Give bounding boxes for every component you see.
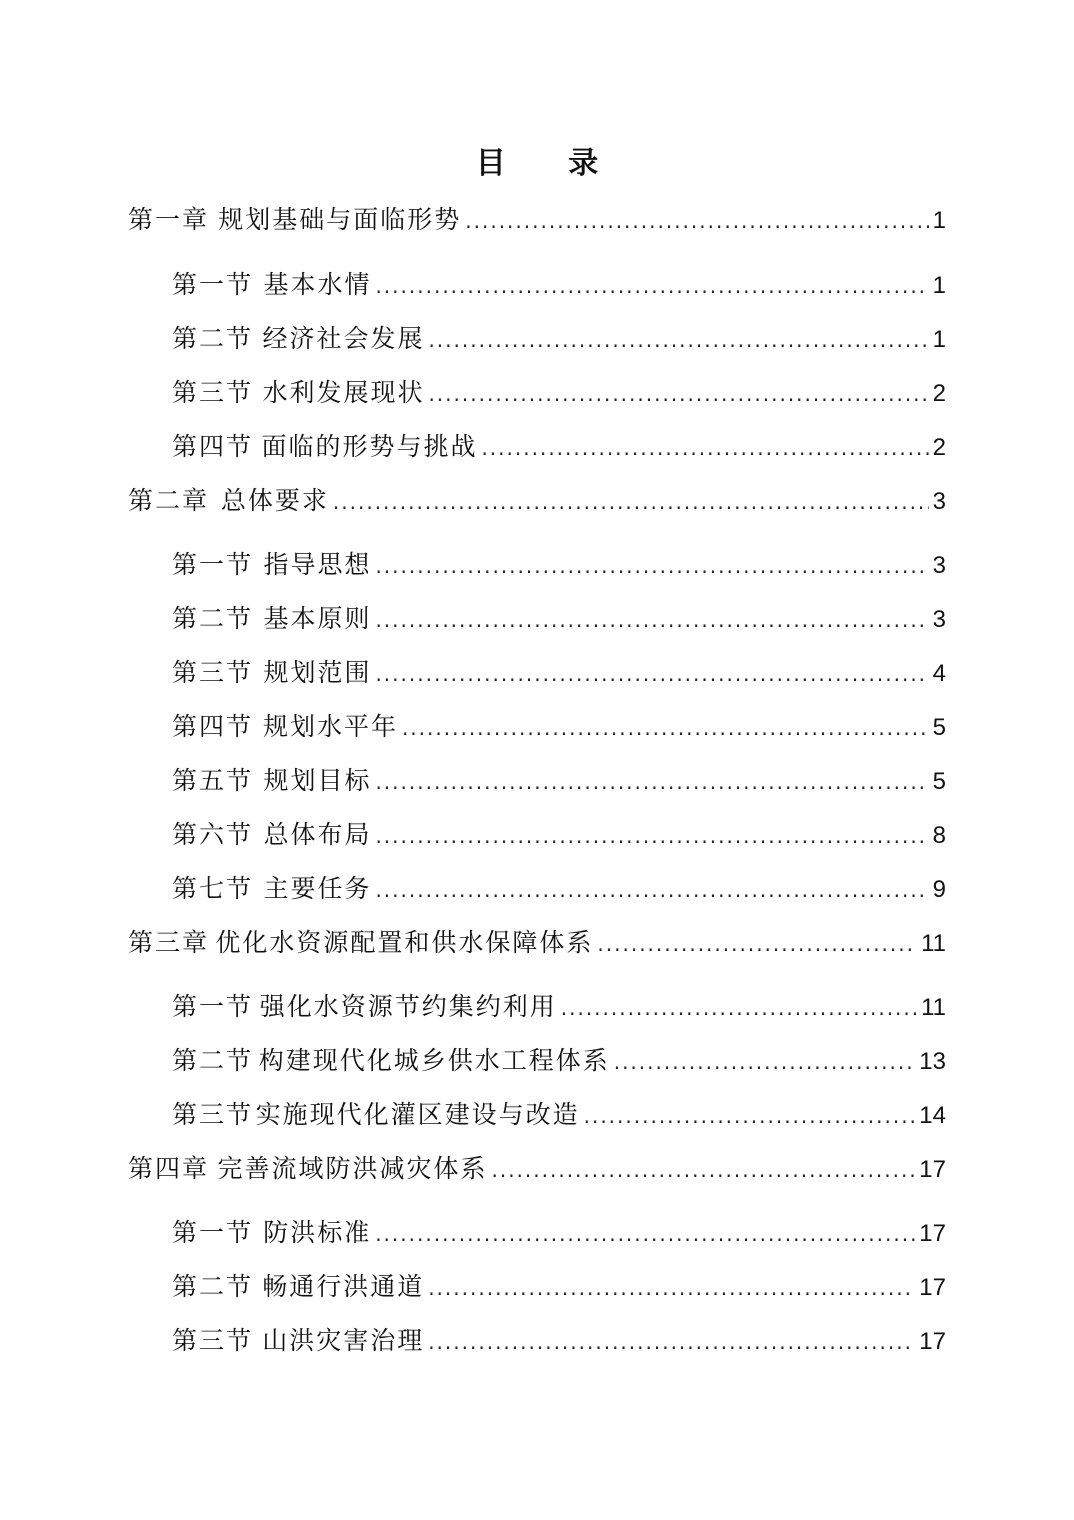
toc-entry-label: 第四节 (172, 712, 254, 741)
toc-entry-name: 优化水资源配置和供水保障体系 (215, 928, 594, 957)
toc-entry-page: 8 (932, 822, 946, 849)
toc-section[interactable] (172, 655, 946, 691)
dot-leader (333, 484, 929, 520)
toc-entry-label: 第七节 (172, 874, 254, 903)
toc-entry-label: 第三节 (172, 378, 254, 407)
toc-entry-name: 总体要求 (220, 486, 329, 515)
toc-section[interactable] (172, 1269, 946, 1305)
toc-entry-page: 17 (919, 1274, 946, 1301)
dot-leader (375, 872, 928, 908)
toc-entry-name: 畅通行洪通道 (262, 1272, 425, 1301)
toc-entry-label: 第二节 (172, 324, 254, 353)
toc-entry-label: 第一节 (172, 1218, 254, 1247)
toc-entry-label: 第一节 (172, 550, 254, 579)
dot-leader (584, 1098, 916, 1134)
toc-section[interactable] (172, 1097, 946, 1133)
toc-chapter-2[interactable] (128, 483, 946, 519)
toc-chapter-3[interactable] (128, 925, 946, 961)
toc-entry-name: 实施现代化灌区建设与改造 (255, 1100, 580, 1129)
toc-entry-label: 第三节 (172, 1100, 254, 1129)
toc-entry-page: 14 (919, 1102, 946, 1129)
dot-leader (402, 710, 929, 746)
dot-leader (491, 1152, 915, 1188)
toc-entry-page: 4 (932, 660, 946, 687)
toc-entry-name: 规划水平年 (262, 712, 398, 741)
toc-entry-name: 基本原则 (263, 604, 372, 633)
toc-entry-page: 9 (932, 876, 946, 903)
dot-leader (428, 322, 928, 358)
toc-section[interactable] (172, 1323, 946, 1359)
toc-entry-label: 第二章 (128, 486, 210, 515)
toc-entry-page: 3 (932, 606, 946, 633)
dot-leader (375, 602, 928, 638)
toc-chapter-4[interactable] (128, 1151, 946, 1187)
toc-entry-page: 1 (932, 207, 946, 234)
toc-section[interactable] (172, 375, 946, 411)
dot-leader (614, 1044, 916, 1080)
toc-entry-label: 第三章 (128, 928, 210, 957)
dot-leader (597, 926, 917, 962)
toc-section[interactable] (172, 817, 946, 853)
dot-leader (375, 656, 928, 692)
toc-chapter-1[interactable] (128, 202, 946, 238)
toc-entry-label: 第四节 (172, 432, 254, 461)
dot-leader (375, 268, 928, 304)
toc-section[interactable] (172, 321, 946, 357)
dot-leader (375, 548, 928, 584)
toc-entry-label: 第三节 (172, 658, 254, 687)
toc-entry-name: 经济社会发展 (262, 324, 425, 353)
toc-entry-page: 1 (932, 326, 946, 353)
dot-leader (375, 818, 928, 854)
toc-entry-name: 面临的形势与挑战 (261, 432, 478, 461)
toc-entry-name: 指导思想 (263, 550, 372, 579)
toc-entry-name: 总体布局 (263, 820, 372, 849)
toc-section[interactable] (172, 601, 946, 637)
toc-entry-label: 第一节 (172, 992, 254, 1021)
toc-entry-name: 规划基础与面临形势 (218, 205, 462, 234)
toc-entry-page: 17 (919, 1328, 946, 1355)
toc-entry-label: 第二节 (172, 1046, 254, 1075)
toc-section[interactable] (172, 709, 946, 745)
toc-entry-name: 水利发展现状 (262, 378, 425, 407)
toc-title: 目 录 (475, 146, 625, 181)
toc-entry-page: 5 (932, 768, 946, 795)
toc-entry-page: 17 (919, 1156, 946, 1183)
toc-section[interactable] (172, 1215, 946, 1251)
dot-leader (375, 1216, 915, 1252)
dot-leader (481, 430, 928, 466)
toc-entry-name: 规划目标 (263, 766, 372, 795)
toc-entry-page: 2 (932, 434, 946, 461)
toc-entry-label: 第一章 (128, 205, 210, 234)
dot-leader (428, 376, 928, 412)
dot-leader (561, 990, 917, 1026)
toc-entry-name: 规划范围 (263, 658, 372, 687)
toc-entry-name: 防洪标准 (263, 1218, 372, 1247)
toc-entry-name: 山洪灾害治理 (262, 1326, 425, 1355)
toc-entry-name: 主要任务 (263, 874, 372, 903)
toc-entry-page: 5 (932, 714, 946, 741)
toc-section[interactable] (172, 267, 946, 303)
toc-entry-page: 11 (921, 930, 946, 957)
toc-section[interactable] (172, 1043, 946, 1079)
toc-entry-page: 2 (932, 380, 946, 407)
toc-entry-label: 第四章 (128, 1154, 210, 1183)
toc-section[interactable] (172, 429, 946, 465)
toc-entry-page: 13 (919, 1048, 946, 1075)
toc-entry-page: 3 (932, 488, 946, 515)
toc-entry-label: 第二节 (172, 604, 254, 633)
toc-entry-label: 第一节 (172, 270, 254, 299)
toc-entry-page: 3 (932, 552, 946, 579)
toc-entry-name: 构建现代化城乡供水工程体系 (258, 1046, 610, 1075)
toc-section[interactable] (172, 989, 946, 1025)
toc-section[interactable] (172, 763, 946, 799)
toc-entry-label: 第六节 (172, 820, 254, 849)
dot-leader (375, 764, 928, 800)
toc-entry-label: 第二节 (172, 1272, 254, 1301)
dot-leader (465, 203, 928, 239)
toc-entry-page: 17 (919, 1220, 946, 1247)
toc-entry-page: 11 (921, 994, 946, 1021)
toc-entry-label: 第三节 (172, 1326, 254, 1355)
toc-entry-name: 完善流域防洪减灾体系 (217, 1154, 488, 1183)
toc-entry-name: 基本水情 (263, 270, 372, 299)
toc-entry-page: 1 (932, 272, 946, 299)
dot-leader (428, 1324, 915, 1360)
toc-section[interactable] (172, 871, 946, 907)
toc-section[interactable] (172, 547, 946, 583)
dot-leader (428, 1270, 915, 1306)
toc-entry-label: 第五节 (172, 766, 254, 795)
toc-entry-name: 强化水资源节约集约利用 (259, 992, 557, 1021)
